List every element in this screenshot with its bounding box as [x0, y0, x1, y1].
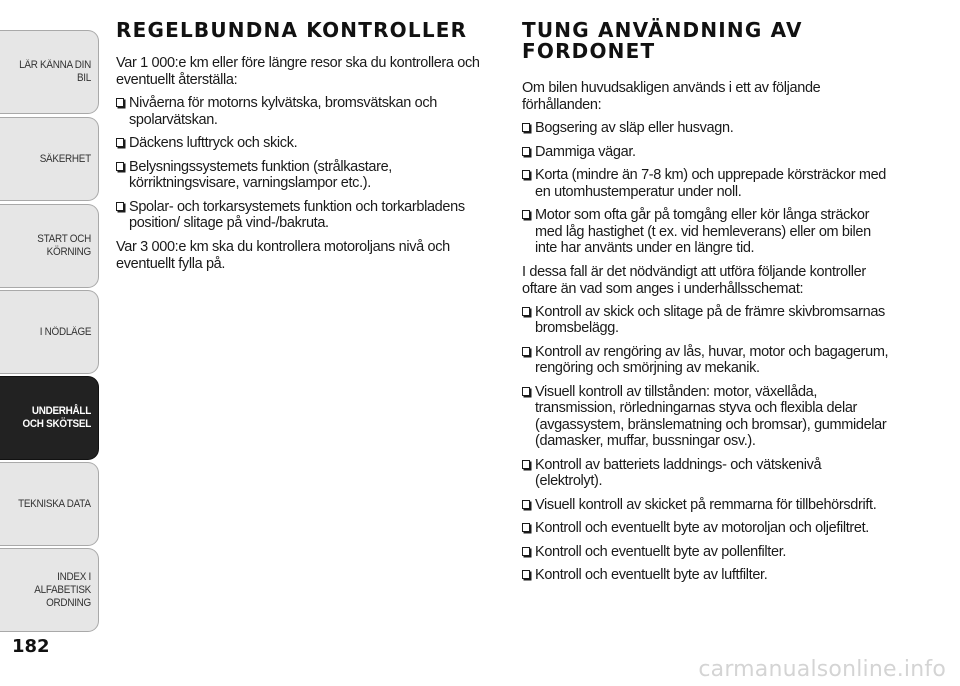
page-number: 182 [12, 636, 50, 657]
checkbox-bullet-icon [116, 202, 124, 211]
list-item: Nivåerna för motorns kylvätska, bromsvätskan och spolarvätskan. [116, 95, 500, 128]
paragraph-middle: I dessa fall är det nödvändigt att utföra följande kontroller oftare än vad som anges i underhållsschemat: [522, 263, 866, 297]
list-item: Kontroll av skick och slitage på de främre skivbromsarnas bromsbelägg. [522, 304, 892, 337]
paragraph-intro: Om bilen huvudsakligen används i ett av följande förhållanden: [522, 80, 821, 113]
sidebar-tab-start-och-korning[interactable] [0, 204, 99, 288]
paragraph-outro: Var 3 000:e km ska du kontrollera motoroljans nivå och eventuellt fylla på. [116, 238, 450, 272]
sidebar-tab-index-i-alfabetisk-ordning[interactable] [0, 548, 99, 632]
watermark: carmanualsonline.info [698, 657, 946, 682]
sidebar-tab-label: I NÖDLÄGE [39, 325, 91, 338]
section-title-regelbundna-kontroller: REGELBUNDNA KONTROLLER [116, 18, 468, 42]
checkbox-bullet-icon [522, 210, 530, 219]
list-item: Motor som ofta går på tomgång eller kör långa sträckor med låg hastighet (t ex. vid hemleverans) eller om bilen inte har använts under en längre tid. [522, 207, 892, 257]
section-title-tung-anvandning: TUNG ANVÄNDNING AV FORDONET [522, 18, 803, 63]
sidebar-tab-label: UNDERHÅLL OCH SKÖTSEL [22, 405, 91, 430]
paragraph-intro: Var 1 000:e km eller före längre resor ska du kontrollera och eventuellt återställa: [116, 55, 480, 88]
checkbox-bullet-icon [522, 523, 530, 532]
checkbox-bullet-icon [522, 123, 530, 132]
sidebar-tab-underhall-och-skotsel[interactable] [0, 376, 99, 460]
checkbox-bullet-icon [522, 170, 530, 179]
checkbox-bullet-icon [522, 347, 530, 356]
sidebar-tab-i-nodlage[interactable] [0, 290, 99, 374]
sidebar-tab-label: START OCH KÖRNING [37, 233, 91, 258]
list-item: Visuell kontroll av skicket på remmarna för tillbehörsdrift. [522, 497, 892, 514]
sidebar-tab-tekniska-data[interactable] [0, 462, 99, 546]
list-item: Kontroll av rengöring av lås, huvar, motor och bagagerum, rengöring och smörjning av mekanik. [522, 344, 892, 377]
list-item: Kontroll av batteriets laddnings- och vätskenivå (elektrolyt). [522, 457, 892, 490]
checkbox-bullet-icon [522, 307, 530, 316]
sidebar-tab-label: LÄR KÄNNA DIN BIL [19, 59, 92, 84]
list-item: Kontroll och eventuellt byte av motoroljan och oljefiltret. [522, 520, 892, 537]
sidebar-tab-label: INDEX I ALFABETISK ORDNING [34, 570, 91, 609]
checkbox-bullet-icon [116, 98, 124, 107]
right-column [522, 20, 892, 591]
list-item: Bogsering av släp eller husvagn. [522, 120, 892, 137]
checkbox-bullet-icon [522, 500, 530, 509]
checkbox-bullet-icon [116, 138, 124, 147]
checkbox-bullet-icon [522, 387, 530, 396]
list-item: Korta (mindre än 7-8 km) och upprepade körsträckor med en utomhustemperatur under noll. [522, 167, 892, 200]
sidebar-tab-label: TEKNISKA DATA [18, 497, 91, 510]
checkbox-bullet-icon [522, 460, 530, 469]
checkbox-bullet-icon [522, 147, 530, 156]
sidebar-tab-label: SÄKERHET [39, 152, 91, 165]
left-column [116, 20, 500, 279]
sidebar-tab-sakerhet[interactable] [0, 117, 99, 201]
list-item: Kontroll och eventuellt byte av luftfilter. [522, 567, 892, 584]
list-item: Däckens lufttryck och skick. [116, 135, 500, 152]
list-item: Visuell kontroll av tillstånden: motor, växellåda, transmission, rörledningarnas styva och flexibla delar (avgassystem, bränslematning och bromsar), gummidelar (damasker, muffar, bussningar osv.). [522, 384, 892, 450]
sidebar-tab-lar-kanna-din-bil[interactable] [0, 30, 99, 114]
list-item: Belysningssystemets funktion (strålkastare, körriktningsvisare, varningslampor etc.). [116, 159, 500, 192]
checkbox-bullet-icon [522, 547, 530, 556]
checkbox-bullet-icon [522, 570, 530, 579]
list-item: Spolar- och torkarsystemets funktion och torkarbladens position/ slitage på vind-/bakruta. [116, 199, 500, 232]
list-item: Dammiga vägar. [522, 144, 892, 161]
list-item: Kontroll och eventuellt byte av pollenfilter. [522, 544, 892, 561]
checkbox-bullet-icon [116, 162, 124, 171]
